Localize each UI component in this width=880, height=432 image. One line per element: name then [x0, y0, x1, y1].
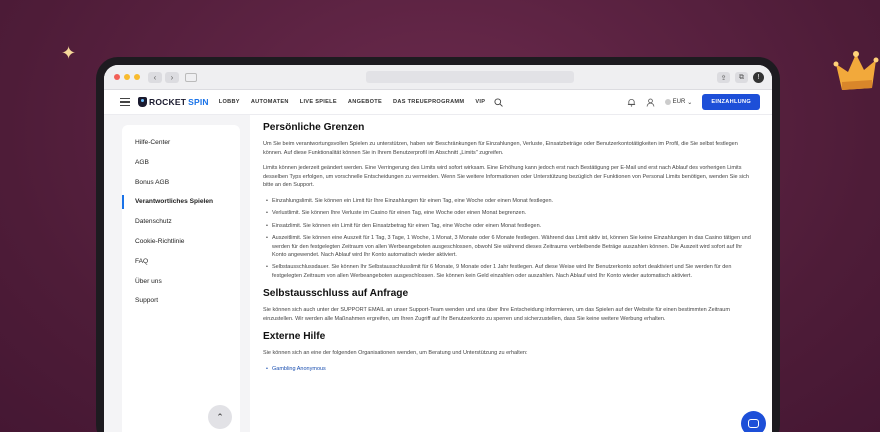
- section-heading-selbstausschluss: Selbstausschluss auf Anfrage: [263, 288, 409, 300]
- close-window-button[interactable]: [114, 74, 120, 80]
- paragraph-self-exclusion: Sie können sich auch unter der SUPPORT EMAIL an unser Support-Team wenden und uns über Ihre Entscheidung informieren, um das Spielen auf der Website für einen bestimmten Zeitraum einzustellen. Wir werden alle Maßnahmen ergreifen, um Ihren Zugriff auf Ihr Benutzerkonto zu sperren und sicherzustellen, dass Sie keine weitere Werbung erhalten.: [263, 307, 730, 322]
- nav-angebote[interactable]: ANGEBOTE: [347, 99, 383, 105]
- browser-window: [104, 65, 772, 432]
- currency-selector[interactable]: [665, 99, 693, 106]
- sidebar-item-ueber-uns[interactable]: Über uns: [135, 277, 162, 285]
- chat-icon: [748, 419, 759, 428]
- rocket-logo-icon: [138, 97, 147, 107]
- back-icon[interactable]: ‹: [148, 72, 162, 83]
- sidebar-toggle-icon[interactable]: [185, 73, 197, 82]
- logo-text-spin: SPIN: [188, 97, 209, 107]
- tabs-icon[interactable]: ⧉: [735, 72, 748, 83]
- paragraph-intro: Um Sie beim verantwortungsvollen Spielen zu unterstützen, haben wir Beschränkungen für Einzahlungen, Verluste, Einsatzbeträge oder Benutzerkontotätigkeiten im Profil, die Sie selbst festlegen können. Auf diese Funktionalität können Sie in Ihrem Benutzerprofil im Abschnitt „Limits" zugreifen.: [263, 141, 738, 156]
- list-item: • Einsatzlimit. Sie können ein Limit für den Einsatzbetrag für einen Tag, eine Woche oder einen Monat festlegen.: [263, 222, 756, 230]
- sidebar-item-hilfe-center[interactable]: Hilfe-Center: [135, 139, 171, 146]
- nav-treueprogramm[interactable]: DAS TREUEPROGRAMM: [393, 99, 465, 105]
- address-bar[interactable]: [366, 71, 574, 83]
- share-icon[interactable]: ⇪: [717, 72, 730, 83]
- notifications-bell-icon[interactable]: [627, 98, 636, 107]
- list-item: • Verlustlimit. Sie können Ihre Verluste im Casino für einen Tag, eine Woche oder einen Monat begrenzen.: [263, 209, 756, 217]
- sidebar-item-support[interactable]: Support: [135, 297, 159, 305]
- deposit-button[interactable]: EINZAHLUNG: [702, 94, 760, 110]
- currency-flag-icon: [665, 99, 671, 105]
- sidebar-item-datenschutz[interactable]: Datenschutz: [135, 218, 172, 226]
- live-chat-button[interactable]: [741, 411, 766, 432]
- section-heading-persoenliche-grenzen: Persönliche Grenzen: [263, 122, 365, 133]
- chevron-down-icon: ⌄: [687, 99, 693, 106]
- browser-toolbar: [104, 65, 772, 90]
- organisations-list: [263, 365, 756, 373]
- search-icon[interactable]: [494, 98, 503, 107]
- article-content: [250, 115, 772, 432]
- limits-list: [263, 197, 756, 280]
- user-account-icon[interactable]: [646, 98, 655, 107]
- section-heading-externe-hilfe: Externe Hilfe: [263, 331, 326, 343]
- menu-icon[interactable]: [120, 98, 130, 106]
- list-item: • Selbstausschlussdauer. Sie können Ihr Selbstausschlusslimit für 6 Monate, 9 Monate oder 1 Jahr festlegen. Auf diese Weise wird Ihr Benutzerkonto sofort deaktiviert und Sie werden für den festgelegten Zeitraum von allen Werbeangeboten ausgeschlossen. Sie können kein Geld einzahlen oder auszahlen. Nach Ablauf wird Ihr Konto wieder automatisch aktiviert.: [263, 263, 756, 280]
- sidebar-item-bonus-agb[interactable]: Bonus AGB: [135, 178, 170, 186]
- list-item: • Einzahlungslimit. Sie können ein Limit für Ihre Einzahlungen für einen Tag, eine Woche oder einen Monat festlegen.: [263, 197, 756, 205]
- nav-live-spiele[interactable]: LIVE SPIELE: [299, 99, 337, 105]
- laptop-frame: [96, 57, 780, 432]
- nav-vip[interactable]: VIP: [475, 99, 486, 105]
- forward-icon[interactable]: ›: [165, 72, 179, 83]
- page-body: [104, 115, 772, 432]
- paragraph-limits: Limits können jederzeit geändert werden. Eine Verringerung des Limits wird sofort wirksam. Eine Erhöhung kann jedoch erst nach Bestätigung per E-Mail und erst nach Ablauf des vorherigen Limits desselben Typs erfolgen, um vorschnelle Entscheidungen zu vermeiden. Wenn Sie weitere Informationen oder Unterstützung bezüglich der Funktionen von Personal Limits benötigen, wenden Sie sich bitte an den Support.: [263, 165, 749, 189]
- currency-label: EUR: [672, 99, 686, 105]
- link-gambling-anonymous[interactable]: • Gambling Anonymous: [263, 365, 756, 373]
- main-nav: [219, 99, 486, 105]
- list-item: • Auszeitlimit. Sie können eine Auszeit für 1 Tag, 3 Tage, 1 Woche, 1 Monat, 3 Monate oder 6 Monate festlegen. Während das Limit aktiv ist, können Sie keine Einzahlungen in das Casino tätigen und werden für den festgelegten Zeitraum von allen Werbeangeboten ausgeschlossen, obwohl Sie während dieses Zeitraums verbleibende Beträge auszahlen können. Die Auszeit wird sofort auf Ihr Konto angewendet. Nach Ablauf wird Ihr Konto automatisch wieder aktiviert.: [263, 234, 756, 259]
- zoom-window-button[interactable]: [134, 74, 140, 80]
- paragraph-external-help: Sie können sich an eine der folgenden Organisationen wenden, um Beratung und Unterstützung zu erhalten:: [263, 350, 528, 357]
- crown-icon: [832, 46, 880, 96]
- minimize-window-button[interactable]: [124, 74, 130, 80]
- chevron-up-icon: ⌃: [216, 411, 224, 422]
- site-logo[interactable]: [138, 97, 209, 107]
- sparkle-decoration: ✦: [61, 43, 77, 63]
- sidebar-item-faq[interactable]: FAQ: [135, 257, 149, 265]
- site-header: [104, 90, 772, 115]
- scroll-to-top-button[interactable]: [208, 405, 232, 429]
- nav-lobby[interactable]: LOBBY: [218, 99, 240, 105]
- logo-text-rocket: ROCKET: [149, 97, 187, 107]
- sidebar-item-agb[interactable]: AGB: [135, 158, 149, 166]
- sidebar-item-verantwortliches-spielen[interactable]: Verantwortliches Spielen: [122, 192, 240, 212]
- nav-automaten[interactable]: AUTOMATEN: [250, 99, 289, 105]
- help-sidebar: [122, 125, 240, 432]
- info-icon[interactable]: !: [753, 72, 764, 83]
- sidebar-item-cookie-richtlinie[interactable]: Cookie-Richtlinie: [135, 237, 185, 245]
- window-controls: [114, 74, 140, 80]
